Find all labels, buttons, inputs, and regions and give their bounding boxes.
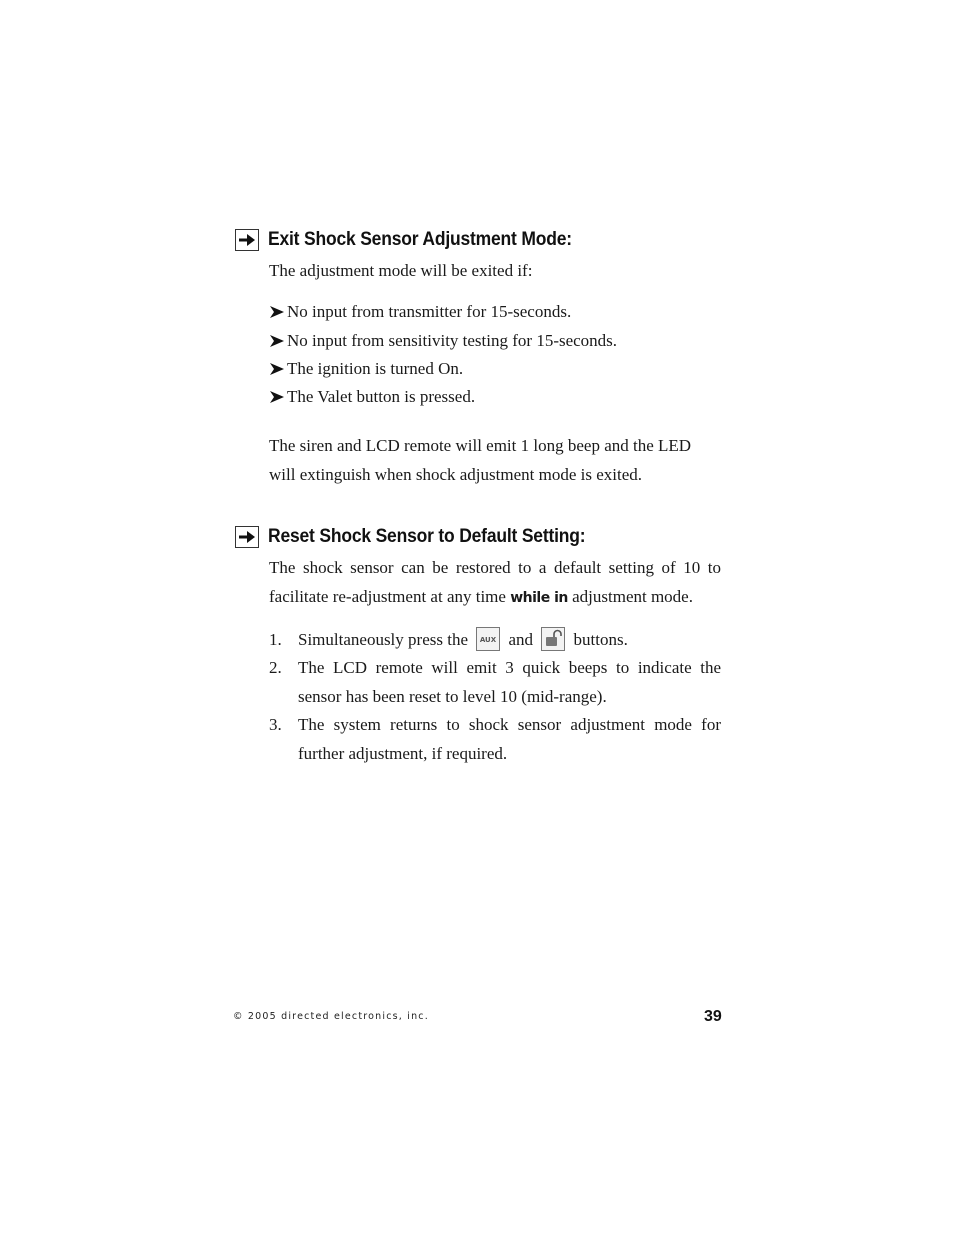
section-heading: Reset Shock Sensor to Default Setting: (268, 526, 586, 547)
section-intro: The adjustment mode will be exited if: (269, 261, 533, 280)
aux-button-icon (476, 627, 500, 651)
list-item: 3. The system returns to shock sensor adjustment mode for further adjustment, if required. (269, 715, 721, 763)
right-arrow-icon (235, 526, 259, 548)
list-item: No input from transmitter for 15-seconds. (269, 302, 571, 322)
list-item: The ignition is turned On. (269, 359, 463, 379)
section-header-reset (235, 526, 613, 548)
copyright-text: © 2005 directed electronics, inc. (233, 1011, 429, 1022)
section-intro: The shock sensor can be restored to a default setting of 10 to facilitate re-adjustment at any time while in adjustment mode. (269, 558, 721, 606)
section-header-exit (235, 229, 598, 251)
section-heading: Exit Shock Sensor Adjustment Mode: (268, 229, 572, 250)
list-item: 2. The LCD remote will emit 3 quick beeps to indicate the sensor has been reset to level 10 (mid-range). (269, 658, 721, 706)
arrowhead-bullet-icon (269, 390, 285, 404)
emphasis-text: while in (510, 589, 568, 606)
arrowhead-bullet-icon (269, 334, 285, 348)
list-item: No input from sensitivity testing for 15-seconds. (269, 331, 617, 351)
list-item: 1. Simultaneously press the AUX and buttons. (269, 626, 721, 655)
svg-text:AUX: AUX (480, 636, 497, 644)
list-item: The Valet button is pressed. (269, 387, 475, 407)
page-number: 39 (704, 1008, 722, 1025)
arrowhead-bullet-icon (269, 362, 285, 376)
arrowhead-bullet-icon (269, 305, 285, 319)
right-arrow-icon (235, 229, 259, 251)
section-closing: The siren and LCD remote will emit 1 long beep and the LED will extinguish when shock adjustment mode is exited. (269, 436, 692, 484)
unlock-button-icon (541, 627, 565, 651)
